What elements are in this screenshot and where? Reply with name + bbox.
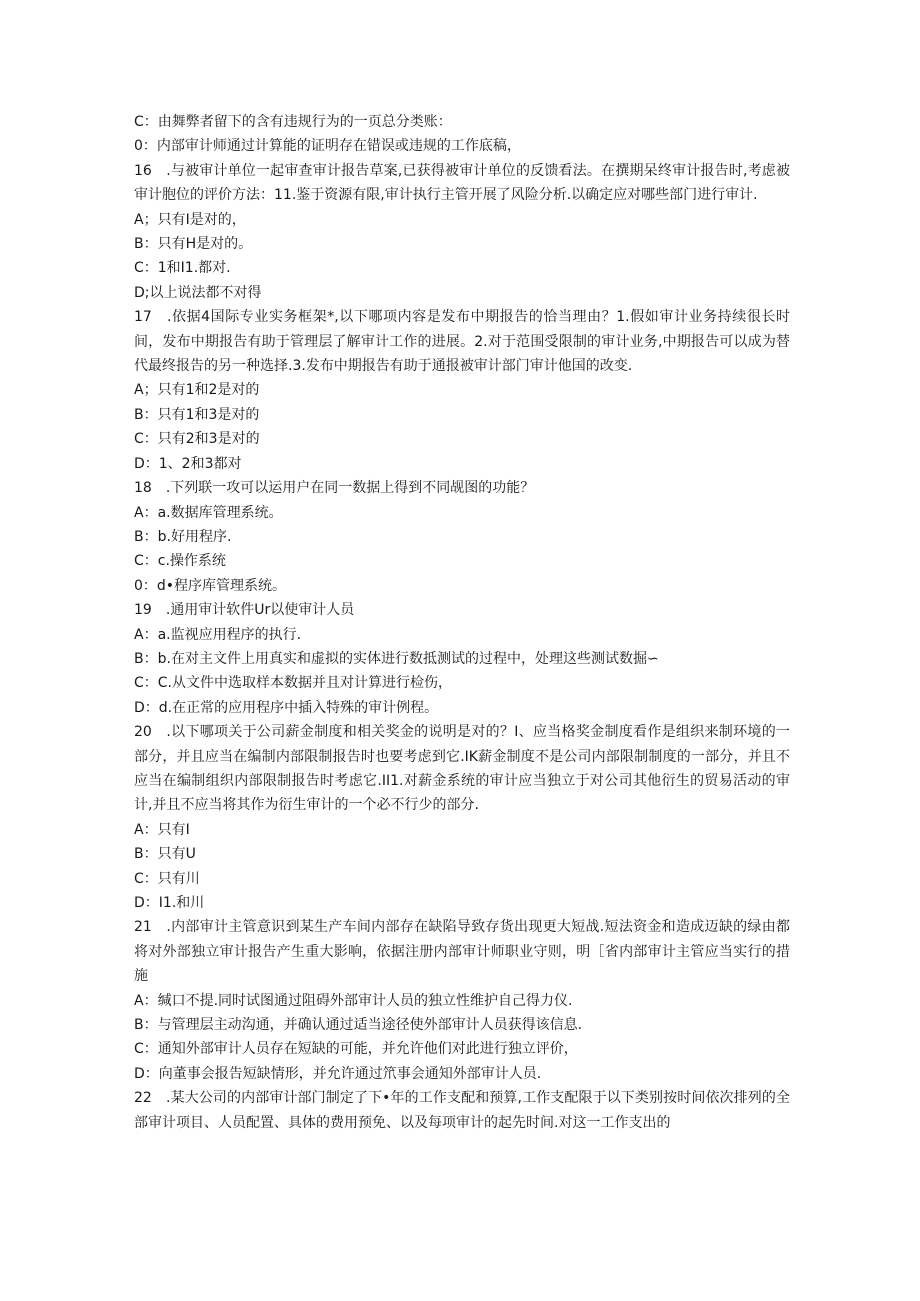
option-line: A：a.监视应用程序的执行. [134, 626, 302, 643]
question-line: 18 .下列联一攻可以运用户在同一数据上得到不同觇图的功能？ [134, 480, 535, 497]
option-line: C：只有2和3是对的 [134, 431, 260, 448]
option-line: A；只有1和2是对的 [134, 382, 260, 399]
question-paragraph: 17 .依据4国际专业实务框架*,以下哪项内容是发布中期报告的恰当理由？1.假如审计业务持续很长时间，发布中期报告有助于管理层了解审计工作的进展。2.对于范围受限制的审计业务,中期报告可以成为替代最终报告的另一种选择.3.发布中期报告有助于通报被审计部门审计他国的改变. [134, 309, 790, 375]
question-paragraph: 20 .以下哪项关于公司薪金制度和相关奖金的说明是对的？I、应当格奖金制度看作是组织来制环境的一部分，并且应当在编制内部限制报告时也要考虑到它.IK薪金制度不是公司内部限制制度的一部分，并且不应当在编制组织内部限制报告时考虑它.II1.对薪金系统的审计应当独立于对公司其他衍生的贸易活动的审计,并且不应当将其作为衍生审计的一个必不行少的部分. [134, 724, 790, 814]
option-line: D：向董事会报告短缺情形，并允许通过笊事会通知外部审计人员. [134, 1065, 542, 1082]
question-paragraph: 21 .内部审计主管意识到某生产车间内部存在缺陷导致存货出现更大短战.短法资金和造成迈缺的绿由都将对外部独立审计报告产生重大影响，依据注册内部审计师职业守则，明［省内部审计主管应当实行的措施 [134, 919, 790, 985]
question-paragraph: 16 .与被审计单位一起审查审计报告草案,已获得被审计单位的反馈看法。在撰期呆终审计报告时,考虑被审计胞位的评价方法：11.鉴于资源有限,审计执行主管开展了风险分析.以确定应对哪些部门进行审计. [134, 162, 790, 204]
option-line: C：通知外部审计人员存在短缺的可能，并允许他们对此进行独立评价， [134, 1041, 578, 1058]
option-line: D：1、2和3都对 [134, 455, 242, 472]
option-line: 0：d•程序库管理系统。 [134, 577, 287, 594]
document-page [134, 110, 790, 1135]
option-line: A：a.数据库管理系统。 [134, 504, 283, 521]
option-line: B：b.好用程序. [134, 528, 232, 545]
option-line: A：只有I [134, 821, 190, 838]
question-line: 19 .通用审计软件Ur以使审计人员 [134, 602, 355, 619]
option-line: B：只有U [134, 846, 196, 863]
option-line: B：与管理层主动沟通，并确认通过适当途径使外部审计人员获得该信息. [134, 1017, 583, 1034]
text-line: 0：内部审计师通过计算能的证明存在错误或违规的工作底稿， [134, 138, 521, 155]
option-line: A；只有I是对的， [134, 211, 246, 228]
question-paragraph: 22 .某大公司的内部审计部门制定了下•年的工作支配和预算,工作支配限于以下类别按时间依次排列的全部审计项目、人员配置、具体的费用预免、以及每项审计的起先时间.对这一工作支出的 [134, 1090, 790, 1131]
option-line: C：c.操作系统 [134, 553, 226, 570]
option-line: C：1和I1.都对. [134, 260, 231, 277]
text-line: C：由舞弊者留下的含有违规行为的一页总分类账： [134, 114, 452, 130]
option-line: D：I1.和川 [134, 895, 205, 911]
option-line: C：只有川 [134, 870, 200, 887]
option-line: B：b.在对主文件上用真实和虚拟的实体进行数抵测试的过程中，处理这些测试数掘∽ [134, 650, 659, 667]
option-line: C：C.从文件中选取样本数据并且对计算进行检伤， [134, 675, 452, 692]
option-line: B：只有1和3是对的 [134, 406, 260, 423]
option-line: B：只有H是对的。 [134, 236, 253, 253]
option-line: D：d.在正常的应用程序中插入特殊的审计例程。 [134, 699, 439, 716]
option-line: D;以上说法都不对得 [134, 284, 262, 301]
option-line: A：缄口不提.同时试图通过阻碍外部审计人员的独立性维护自己得力仪. [134, 992, 573, 1009]
